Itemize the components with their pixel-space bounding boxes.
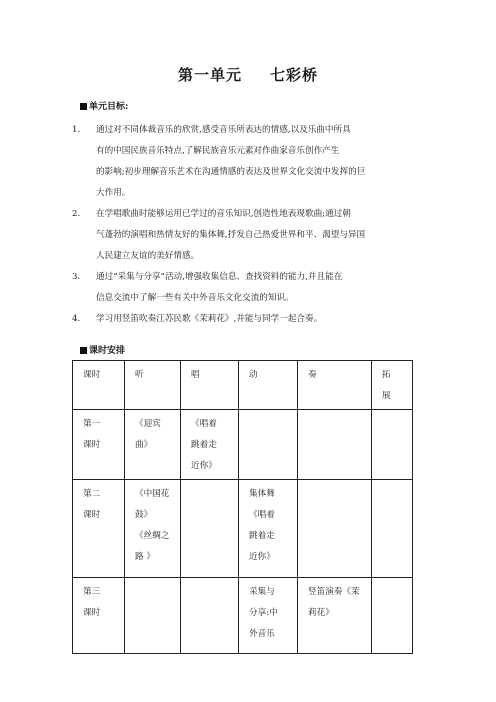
cell-text-line: 采集与 [249, 587, 275, 597]
table-cell [239, 410, 298, 480]
goal-item [72, 204, 424, 267]
goal-number: 1. [72, 125, 81, 135]
cell-text-line: 集体舞 [249, 489, 275, 499]
goal-number: 4. [72, 314, 81, 324]
cell-text-line: 《中国花 [135, 489, 170, 499]
table-cell [372, 410, 413, 480]
cell-text-line: 课时 [83, 510, 101, 520]
goal-text-line: 信息交流中了解一些有关中外音乐文化交流的知识。 [96, 293, 294, 303]
table-cell [372, 578, 413, 654]
table-cell [125, 578, 181, 654]
goal-number: 3. [72, 272, 81, 282]
unit-name: 七彩桥 [270, 66, 319, 84]
cell-text-line: 竖笛演奏《茉 [308, 587, 360, 597]
cell-text-line: 鼓》 [135, 510, 153, 520]
table-cell [298, 410, 372, 480]
goal-number: 2. [72, 209, 81, 219]
cell-text-line: 第一 [83, 419, 101, 429]
cell-text-line: 分享:中 [249, 608, 278, 618]
goal-text-line: 有的中国民族音乐特点,了解民族音乐元素对作曲家音乐创作产生 [96, 146, 340, 156]
goals-heading [80, 99, 128, 112]
header-cell [239, 361, 298, 410]
cell-text-line: 近你》 [191, 461, 217, 471]
cell-text-line: 莉花》 [308, 608, 334, 618]
cell-text-line: 第二 [83, 489, 101, 499]
cell-text-line: 奏 [308, 370, 317, 380]
cell-text-line: 课时 [83, 370, 101, 380]
table-cell [181, 480, 239, 578]
goal-text-line: 气蓬勃的演唱和热情友好的集体舞,抒发自己热爱世界和平、渴望与异国 [96, 230, 366, 240]
cell-text-line: 动 [249, 370, 258, 380]
square-bullet-icon [80, 347, 87, 354]
schedule-table [72, 360, 413, 654]
cell-text-line: 跳着走 [249, 531, 275, 541]
schedule-heading-text: 课时安排 [89, 346, 126, 356]
cell-text-line: 《唱着 [191, 419, 217, 429]
table-cell [298, 480, 372, 578]
cell-text-line: 第三 [83, 587, 101, 597]
table-cell [372, 480, 413, 578]
table-header-row [73, 361, 413, 410]
table-cell [181, 410, 239, 480]
table-cell [125, 410, 181, 480]
cell-text-line: 路 》 [135, 552, 155, 562]
goal-text-line: 在学唱歌曲时能够运用已学过的音乐知识,创造性地表现歌曲;通过朝 [96, 209, 351, 219]
goal-text-line: 通过“采集与分享”活动,增强收集信息、查找资料的能力,并且能在 [96, 272, 343, 282]
cell-text-line: 《丝绸之 [135, 531, 170, 541]
table-cell [73, 578, 125, 654]
header-cell [298, 361, 372, 410]
table-row [73, 410, 413, 480]
cell-text-line: 课时 [83, 440, 101, 450]
header-cell [372, 361, 413, 410]
square-bullet-icon [80, 103, 87, 110]
goal-text-line: 大作用。 [96, 188, 131, 198]
table-cell [239, 578, 298, 654]
goals-list [72, 120, 424, 330]
cell-text-line: 拓 [382, 370, 391, 380]
header-cell [125, 361, 181, 410]
header-cell [73, 361, 125, 410]
table-cell [239, 480, 298, 578]
table-cell [73, 480, 125, 578]
cell-text-line: 《唱着 [249, 510, 275, 520]
goal-text-line: 通过对不同体裁音乐的欣赏,感受音乐所表达的情感,以及乐曲中所具 [96, 125, 351, 135]
goal-item [72, 267, 424, 309]
table-cell [181, 578, 239, 654]
table-row [73, 578, 413, 654]
table-cell [73, 410, 125, 480]
goal-item [72, 309, 424, 330]
header-cell [181, 361, 239, 410]
goal-text-line: 的影响;初步理解音乐艺术在沟通情感的表达及世界文化交流中发挥的巨 [96, 167, 366, 177]
cell-text-line: 展 [382, 391, 391, 401]
unit-number: 第一单元 [177, 66, 242, 84]
goal-item [72, 120, 424, 204]
cell-text-line: 听 [135, 370, 144, 380]
cell-text-line: 课时 [83, 608, 101, 618]
table-row [73, 480, 413, 578]
cell-text-line: 《迎宾曲》 [135, 419, 161, 450]
page-title [0, 64, 496, 85]
schedule-heading [80, 343, 125, 356]
cell-text-line: 唱 [191, 370, 200, 380]
goals-heading-text: 单元目标: [89, 102, 129, 112]
table-cell [298, 578, 372, 654]
cell-text-line: 近你》 [249, 552, 275, 562]
cell-text-line: 跳着走 [191, 440, 217, 450]
table-cell [125, 480, 181, 578]
goal-text-line: 人民建立友谊的美好情感。 [96, 251, 200, 261]
cell-text-line: 外音乐 [249, 629, 275, 639]
goal-text-line: 学习用竖笛吹奏江苏民歌《茉莉花》,并能与同学一起合奏。 [96, 314, 323, 324]
